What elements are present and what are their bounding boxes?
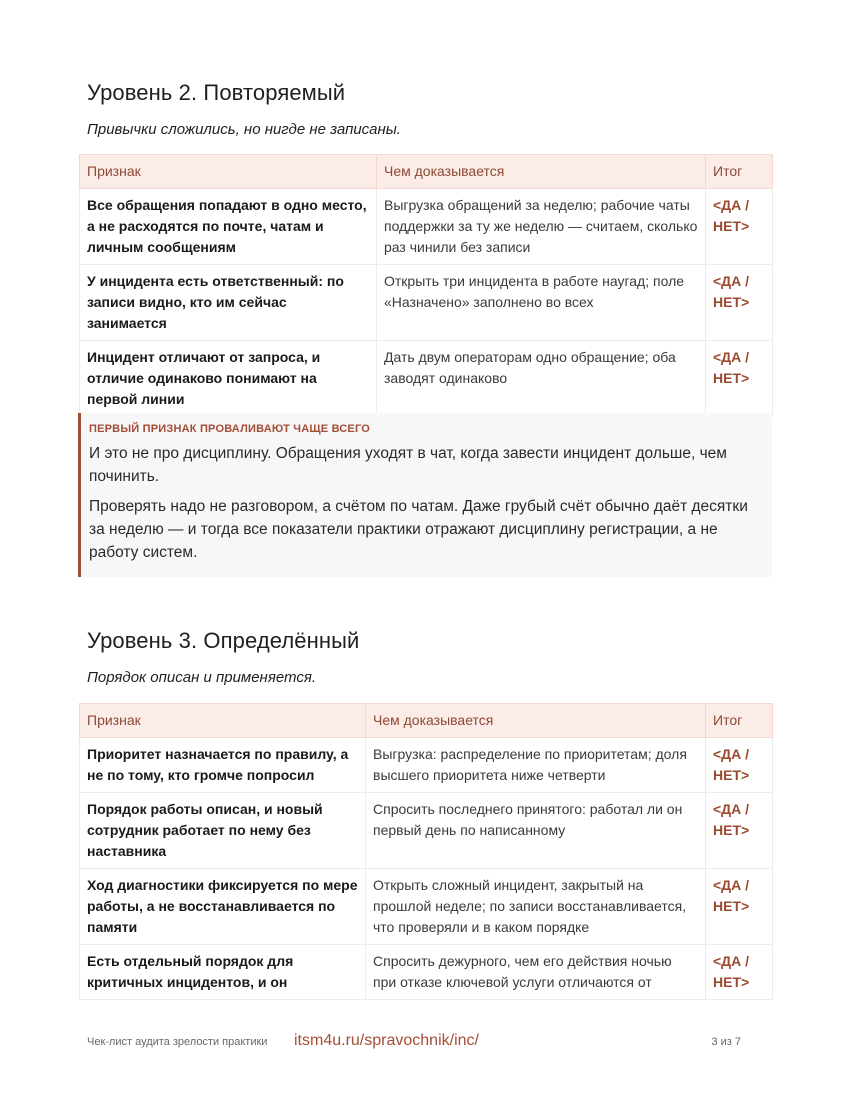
- level3-title: Уровень 3. Определённый: [87, 628, 360, 653]
- level2-title: Уровень 2. Повторяемый: [87, 80, 346, 105]
- footer-label: Чек-лист аудита зрелости практики: [87, 1036, 268, 1048]
- proof-cell: Открыть сложный инцидент, закрытый на прошлой неделе; по записи восстанавливается, что проверяли и в каком порядке: [366, 869, 706, 945]
- proof-cell: Дать двум операторам одно обращение; оба заводят одинаково: [377, 341, 706, 417]
- page-footer: [87, 1032, 741, 1052]
- level3-table: [79, 703, 773, 1000]
- callout-paragraph: Проверять надо не разговором, а счётом по чатам. Даже грубый счёт обычно даёт десятки за неделю — и тогда все показатели практики отражают дисциплину регистрации, а не работу систем.: [89, 498, 748, 561]
- callout-note: [78, 413, 772, 577]
- table-row: [80, 189, 773, 265]
- column-header-result: Итог: [706, 704, 773, 738]
- table-row: [80, 265, 773, 341]
- result-cell: <ДА / НЕТ>: [706, 793, 773, 869]
- result-cell: <ДА / НЕТ>: [706, 265, 773, 341]
- table-header-row: [80, 155, 773, 189]
- table-row: [80, 793, 773, 869]
- column-header-result: Итог: [706, 155, 773, 189]
- column-header-sign: Признак: [80, 704, 366, 738]
- result-cell: <ДА / НЕТ>: [706, 341, 773, 417]
- sign-cell: Есть отдельный порядок для критичных инцидентов, и он: [80, 945, 366, 1000]
- proof-cell: Спросить последнего принятого: работал ли он первый день по написанному: [366, 793, 706, 869]
- level2-table: [79, 154, 773, 417]
- sign-cell: У инцидента есть ответственный: по записи видно, кто им сейчас занимается: [80, 265, 377, 341]
- result-cell: <ДА / НЕТ>: [706, 945, 773, 1000]
- sign-cell: Инцидент отличают от запроса, и отличие одинаково понимают на первой линии: [80, 341, 377, 417]
- level2-subtitle: Привычки сложились, но нигде не записаны.: [87, 121, 401, 138]
- footer-link[interactable]: itsm4u.ru/spravochnik/inc/: [294, 1032, 479, 1049]
- level3-subtitle: Порядок описан и применяется.: [87, 669, 317, 686]
- column-header-proof: Чем доказывается: [377, 155, 706, 189]
- table-row: [80, 341, 773, 417]
- callout-paragraph: И это не про дисциплину. Обращения уходят в чат, когда завести инцидент дольше, чем починить.: [89, 445, 727, 485]
- proof-cell: Открыть три инцидента в работе наугад; поле «Назначено» заполнено во всех: [377, 265, 706, 341]
- column-header-proof: Чем доказывается: [366, 704, 706, 738]
- sign-cell: Приоритет назначается по правилу, а не по тому, кто громче попросил: [80, 738, 366, 793]
- sign-cell: Все обращения попадают в одно место, а не расходятся по почте, чатам и личным сообщениям: [80, 189, 377, 265]
- proof-cell: Спросить дежурного, чем его действия ночью при отказе ключевой услуги отличаются от: [366, 945, 706, 1000]
- sign-cell: Ход диагностики фиксируется по мере работы, а не восстанавливается по памяти: [80, 869, 366, 945]
- table-row: [80, 869, 773, 945]
- table-header-row: [80, 704, 773, 738]
- table-row: [80, 945, 773, 1000]
- page-number: 3 из 7: [711, 1036, 741, 1048]
- proof-cell: Выгрузка: распределение по приоритетам; доля высшего приоритета ниже четверти: [366, 738, 706, 793]
- result-cell: <ДА / НЕТ>: [706, 189, 773, 265]
- column-header-sign: Признак: [80, 155, 377, 189]
- proof-cell: Выгрузка обращений за неделю; рабочие чаты поддержки за ту же неделю — считаем, сколько раз чинили без записи: [377, 189, 706, 265]
- sign-cell: Порядок работы описан, и новый сотрудник работает по нему без наставника: [80, 793, 366, 869]
- callout-title: ПЕРВЫЙ ПРИЗНАК ПРОВАЛИВАЮТ ЧАЩЕ ВСЕГО: [89, 423, 371, 435]
- table-row: [80, 738, 773, 793]
- result-cell: <ДА / НЕТ>: [706, 869, 773, 945]
- result-cell: <ДА / НЕТ>: [706, 738, 773, 793]
